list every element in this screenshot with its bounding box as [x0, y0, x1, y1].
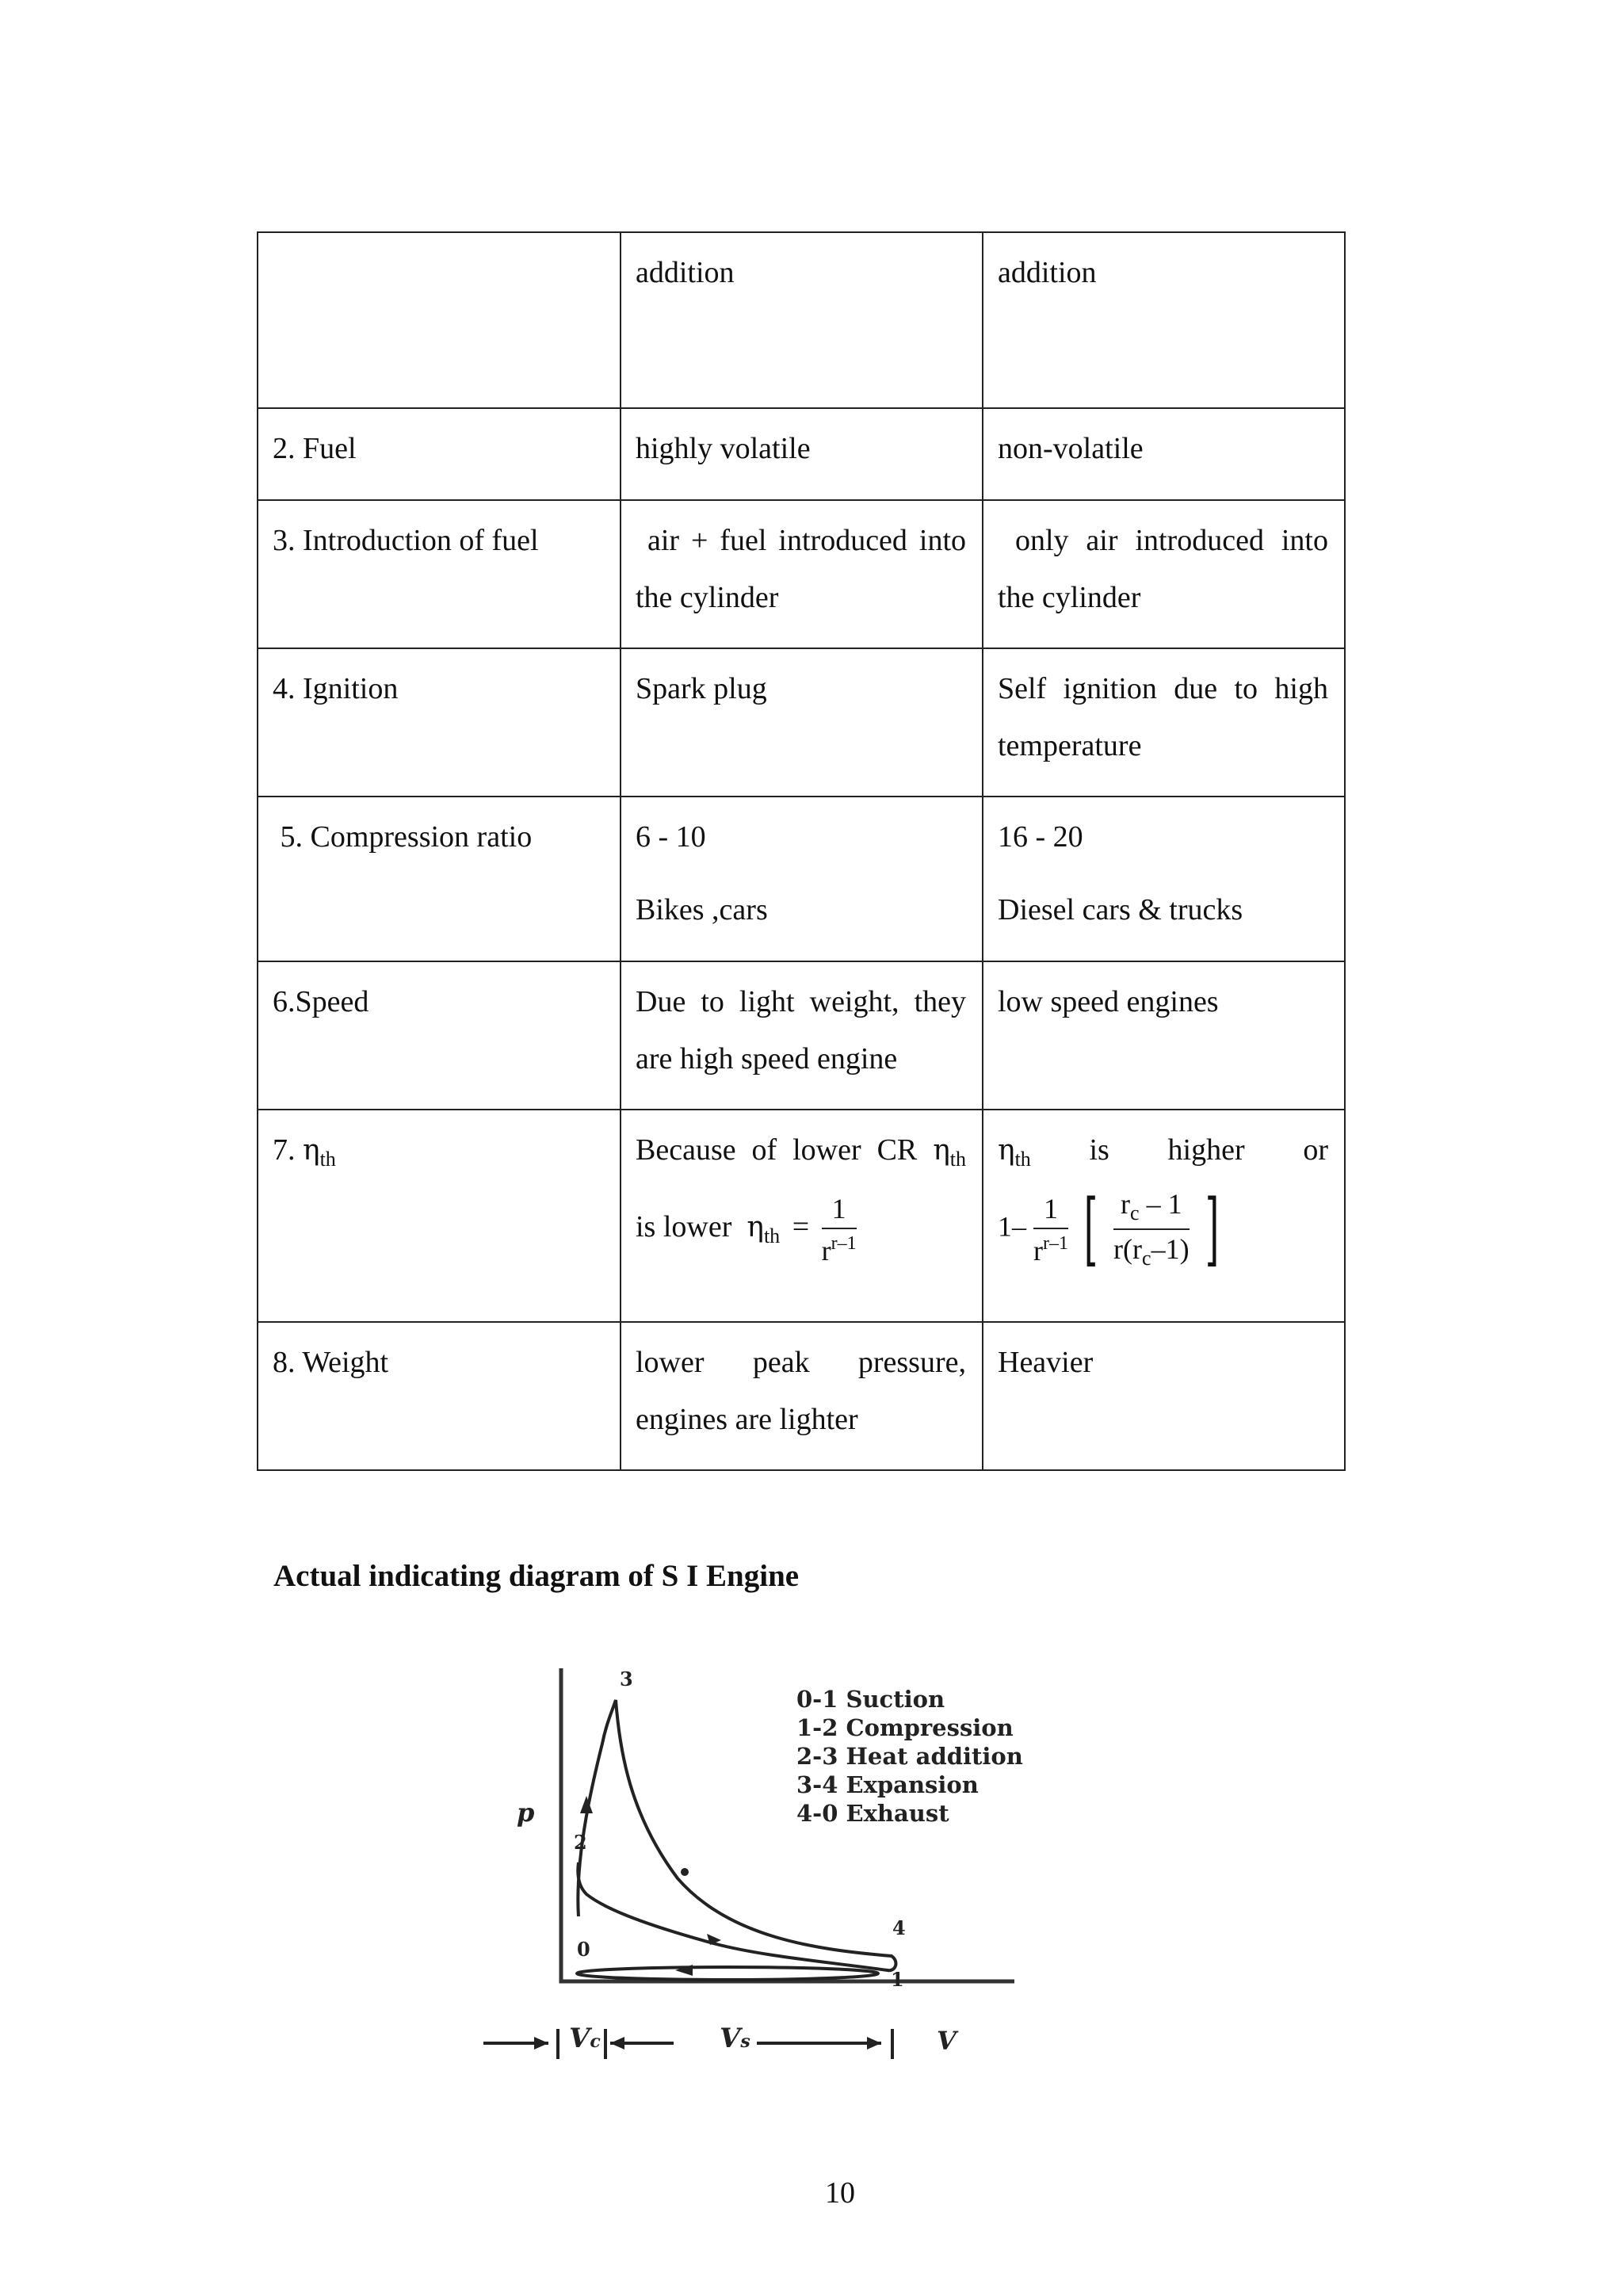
point-label-0: 0: [577, 1938, 590, 1961]
legend-item: 1-2 Compression: [796, 1714, 1014, 1741]
table-row: [258, 1110, 1345, 1322]
fraction-denominator: [822, 1229, 857, 1265]
base-r: r: [1113, 1233, 1124, 1265]
table-cell: only air introduced into the cylinder: [983, 500, 1345, 648]
table-cell: 6.Speed: [258, 961, 621, 1110]
compression-ratio-value: 16 - 20: [998, 820, 1083, 854]
minus-one: – 1: [1139, 1188, 1182, 1220]
table-row: [258, 797, 1345, 961]
table-cell: 8. Weight: [258, 1322, 621, 1470]
axis-label-v: V: [937, 2026, 957, 2056]
indicator-diagram: [475, 1656, 1030, 2069]
table-cell: Self ignition due to high temperature: [983, 648, 1345, 797]
exponent: r–1: [831, 1233, 857, 1254]
table-cell: low speed engines: [983, 961, 1345, 1110]
legend-item: 4-0 Exhaust: [796, 1800, 949, 1827]
comparison-table: [257, 231, 1346, 1471]
cutoff-fraction: [1113, 1190, 1190, 1269]
table-cell: 3. Introduction of fuel: [258, 500, 621, 648]
eta-subscript: th: [763, 1224, 781, 1248]
formula-minus: –: [1012, 1210, 1026, 1243]
table-row: [258, 500, 1345, 648]
left-bracket: [: [1083, 1182, 1098, 1275]
compression-ratio-use: Diesel cars & trucks: [998, 893, 1243, 926]
exponent: r–1: [1043, 1232, 1068, 1254]
table-cell: 5. Compression ratio: [258, 797, 621, 961]
eta-symbol: η: [933, 1134, 950, 1167]
eta-subscript: th: [949, 1148, 967, 1171]
c-subscript: c: [1130, 1201, 1140, 1224]
efficiency-text-is-lower: is lower: [636, 1210, 732, 1244]
ratio-fraction: [1033, 1194, 1068, 1265]
fraction-numerator: 1: [1033, 1194, 1068, 1229]
eta-term: [998, 1121, 1031, 1188]
right-bracket: ]: [1205, 1182, 1219, 1275]
table-cell: highly volatile: [621, 408, 983, 500]
base-r: r: [1033, 1234, 1043, 1266]
efficiency-formula: [636, 1194, 966, 1265]
table-row: [258, 232, 1345, 408]
table-cell: Heavier: [983, 1322, 1345, 1470]
eta-symbol: η: [998, 1134, 1015, 1167]
eta-symbol: η: [747, 1211, 764, 1244]
section-heading: Actual indicating diagram of S I Engine: [273, 1559, 800, 1593]
vc-label: Vc: [569, 2023, 601, 2054]
table-row: [258, 408, 1345, 500]
word: or: [1303, 1133, 1328, 1167]
efficiency-text-main: Because of lower CR: [636, 1133, 918, 1167]
table-row: [258, 961, 1345, 1110]
table-cell: lower peak pressure, engines are lighter: [621, 1322, 983, 1470]
page-number: 10: [825, 2176, 855, 2210]
table-cell: [621, 1110, 983, 1322]
table-cell: 2. Fuel: [258, 408, 621, 500]
fraction-numerator: 1: [822, 1194, 857, 1229]
table-cell: [621, 797, 983, 961]
table-cell: 4. Ignition: [258, 648, 621, 797]
table-cell: [983, 797, 1345, 961]
equals-sign: =: [792, 1210, 810, 1244]
eta-subscript: th: [1014, 1148, 1031, 1171]
curve-marker: [681, 1868, 689, 1876]
point-label-1: 1: [891, 1968, 904, 1991]
arrow-head: [534, 2037, 548, 2050]
close-paren: –1): [1151, 1233, 1190, 1265]
efficiency-text: [998, 1121, 1328, 1188]
table-cell: Due to light weight, they are high speed engine: [621, 961, 983, 1110]
compression-ratio-value: 6 - 10: [636, 820, 706, 854]
legend-item: 3-4 Expansion: [796, 1771, 979, 1798]
point-label-4: 4: [892, 1916, 906, 1939]
fraction-denominator: [1033, 1229, 1068, 1265]
arrow-head: [610, 2037, 624, 2050]
legend-item: 0-1 Suction: [796, 1686, 945, 1713]
formula-one: 1: [998, 1210, 1012, 1243]
efficiency-text: [636, 1121, 966, 1188]
eta-subscript: th: [319, 1148, 336, 1171]
vs-label: Vs: [720, 2023, 750, 2054]
arrow-head: [867, 2037, 881, 2050]
legend-item: 2-3 Heat addition: [796, 1743, 1023, 1770]
table-row: [258, 1322, 1345, 1470]
diesel-efficiency-formula: [998, 1182, 1328, 1275]
fraction-numerator: [1113, 1190, 1190, 1230]
c-subscript: c: [1142, 1247, 1151, 1270]
table-row: [258, 648, 1345, 797]
suction-exhaust-loop: [577, 1967, 878, 1980]
table-cell: non-volatile: [983, 408, 1345, 500]
table-cell: [983, 1110, 1345, 1322]
table-cell: addition: [983, 232, 1345, 408]
point-label-3: 3: [620, 1668, 633, 1690]
word: is: [1089, 1133, 1109, 1167]
table-cell: [258, 1110, 621, 1322]
compression-ratio-use: Bikes ,cars: [636, 893, 768, 926]
table-cell: addition: [621, 232, 983, 408]
axis-label-p: p: [517, 1797, 535, 1828]
point-label-2: 2: [574, 1831, 587, 1854]
base-r: r: [821, 1235, 831, 1266]
open-paren: (: [1123, 1233, 1133, 1265]
diagram-legend: [796, 1685, 1023, 1828]
row-label-prefix: 7.: [273, 1133, 303, 1167]
base-r: r: [1121, 1188, 1131, 1220]
word: higher: [1167, 1133, 1245, 1167]
table-cell: Spark plug: [621, 648, 983, 797]
fraction-denominator: [1113, 1230, 1190, 1269]
table-cell: [258, 232, 621, 408]
otto-efficiency-fraction: [822, 1194, 857, 1265]
eta-symbol: η: [303, 1134, 320, 1167]
base-r: r: [1132, 1233, 1143, 1265]
table-cell: air + fuel introduced into the cylinder: [621, 500, 983, 648]
